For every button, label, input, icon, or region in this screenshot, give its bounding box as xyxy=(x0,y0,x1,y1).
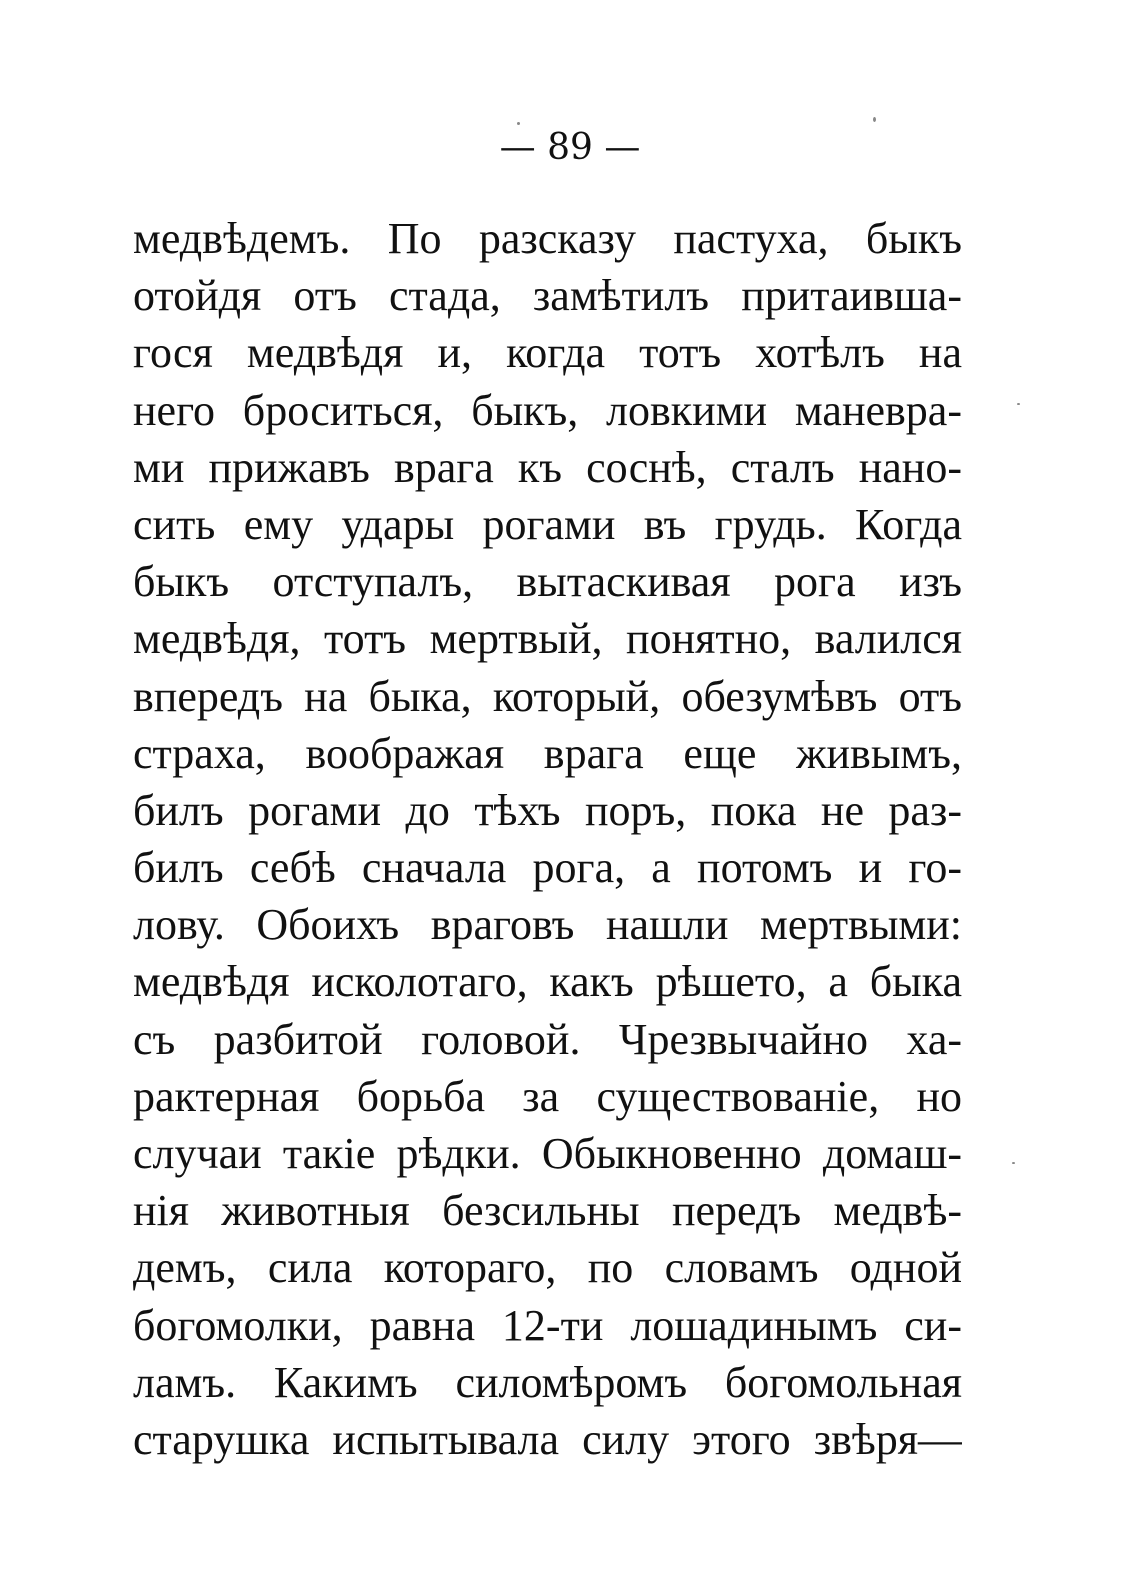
paper-speck xyxy=(1017,403,1020,405)
text-line: медвѣдя, тотъ мертвый, понятно, валился xyxy=(133,614,962,664)
paper-speck xyxy=(1012,1162,1015,1164)
text-line: демъ, сила котораго, по словамъ одной xyxy=(133,1243,962,1293)
text-line: медвѣдя исколотаго, какъ рѣшето, а быка xyxy=(133,957,962,1007)
text-line: нія животныя безсильны передъ медвѣ- xyxy=(133,1186,962,1236)
text-line: медвѣдемъ. По разсказу пастуха, быкъ xyxy=(133,214,962,263)
text-line: впередъ на быка, который, обезумѣвъ отъ xyxy=(133,671,962,721)
text-line: ламъ. Какимъ силомѣромъ богомольная xyxy=(133,1357,962,1407)
text-line: съ разбитой головой. Чрезвычайно ха- xyxy=(133,1014,962,1064)
text-line: лову. Обоихъ враговъ нашли мертвыми: xyxy=(133,900,962,950)
text-line: страха, воображая врага еще живымъ, xyxy=(133,728,962,778)
text-line: билъ рогами до тѣхъ поръ, пока не раз- xyxy=(133,785,962,835)
page-number: — 89 — xyxy=(499,127,641,168)
text-line: богомолки, равна 12-ти лошадинымъ си- xyxy=(133,1300,962,1350)
text-line: отойдя отъ стада, замѣтилъ притаивша- xyxy=(133,271,962,321)
text-line: гося медвѣдя и, когда тотъ хотѣлъ на xyxy=(133,328,962,378)
text-line: сить ему удары рогами въ грудь. Когда xyxy=(133,499,962,549)
paper-speck xyxy=(873,117,876,122)
text-line: билъ себѣ сначала рога, а потомъ и го- xyxy=(133,843,962,893)
text-line: ми прижавъ врага къ соснѣ, сталъ нано- xyxy=(133,442,962,492)
text-line: случаи такіе рѣдки. Обыкновенно домаш- xyxy=(133,1129,962,1178)
paper-speck xyxy=(517,122,520,125)
text-line: быкъ отступалъ, вытаскивая рога изъ xyxy=(133,557,962,607)
text-line: него броситься, быкъ, ловкими маневра- xyxy=(133,385,962,435)
text-line: старушка испытывала силу этого звѣря— xyxy=(133,1414,962,1464)
text-line: рактерная борьба за существованіе, но xyxy=(133,1071,962,1121)
body-text xyxy=(133,210,962,1468)
